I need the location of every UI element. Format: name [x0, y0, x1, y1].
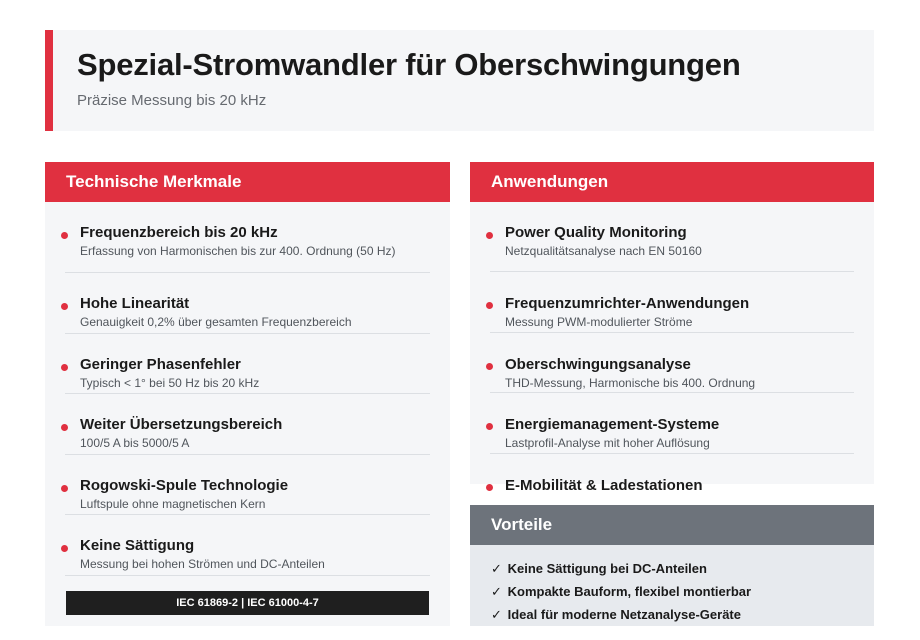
feature-item: [65, 394, 430, 455]
application-description: Netzqualitätsanalyse nach EN 50160: [505, 244, 702, 258]
checkmark-icon: ✓: [491, 584, 502, 599]
feature-description: 100/5 A bis 5000/5 A: [80, 436, 190, 450]
advantage-label: Kompakte Bauform, flexibel montierbar: [507, 584, 752, 599]
checkmark-icon: ✓: [491, 561, 502, 576]
feature-title: Geringer Phasenfehler: [80, 355, 241, 373]
standards-badge: IEC 61869-2 | IEC 61000-4-7: [66, 591, 429, 615]
application-description: Lastprofil-Analyse mit hoher Auflösung: [505, 436, 710, 450]
application-description: THD-Messung, Harmonische bis 400. Ordnung: [505, 375, 756, 390]
technical-features-panel: [45, 162, 450, 626]
advantages-heading: Vorteile: [470, 505, 874, 545]
advantage-item: [491, 557, 874, 580]
feature-description: Genauigkeit 0,2% über gesamten Frequenzbereich: [80, 315, 352, 329]
feature-item: [65, 515, 430, 576]
applications-panel: [470, 162, 874, 494]
application-title: Frequenzumrichter-Anwendungen: [505, 295, 750, 312]
bullet-icon: [61, 303, 68, 310]
bullet-icon: [486, 423, 493, 430]
page-title: Spezial-Stromwandler für Oberschwingungen: [77, 47, 741, 82]
feature-item: [65, 334, 430, 395]
application-item: [490, 393, 854, 454]
bullet-icon: [486, 363, 493, 370]
bullet-icon: [61, 545, 68, 552]
bullet-icon: [486, 302, 493, 309]
feature-title: Keine Sättigung: [80, 537, 195, 554]
advantage-label: Keine Sättigung bei DC-Anteilen: [507, 561, 707, 576]
advantage-item: [491, 603, 874, 626]
technical-features-list: [45, 202, 450, 576]
advantage-item: [491, 580, 874, 603]
applications-list: [470, 202, 874, 514]
advantages-list: [470, 545, 874, 626]
feature-item: [65, 202, 430, 273]
bullet-icon: [61, 485, 68, 492]
page-subtitle: Präzise Messung bis 20 kHz: [77, 92, 267, 109]
application-title: Energiemanagement-Systeme: [505, 416, 720, 433]
bullet-icon: [61, 364, 68, 371]
feature-description: Messung bei hohen Strömen und DC-Anteilen: [80, 557, 325, 571]
bullet-icon: [61, 232, 68, 239]
applications-heading: Anwendungen: [470, 162, 874, 202]
technical-features-heading: Technische Merkmale: [45, 162, 450, 202]
advantages-panel: [470, 505, 874, 626]
feature-title: Weiter Übersetzungsbereich: [80, 416, 283, 433]
feature-item: [65, 273, 430, 334]
feature-description: Typisch < 1° bei 50 Hz bis 20 kHz: [80, 375, 260, 390]
feature-description: Erfassung von Harmonischen bis zur 400. Ordnung (50 Hz): [80, 244, 396, 258]
application-item: [490, 333, 854, 394]
application-title: Oberschwingungsanalyse: [505, 355, 691, 373]
checkmark-icon: ✓: [491, 607, 502, 622]
feature-title: Rogowski-Spule Technologie: [80, 476, 289, 494]
feature-item: [65, 455, 430, 516]
advantage-label: Ideal für moderne Netzanalyse-Geräte: [507, 607, 741, 622]
application-title: Power Quality Monitoring: [505, 224, 687, 241]
application-item: [490, 272, 854, 333]
feature-title: Frequenzbereich bis 20 kHz: [80, 224, 278, 241]
bullet-icon: [486, 232, 493, 239]
bullet-icon: [486, 484, 493, 491]
feature-description: Luftspule ohne magnetischen Kern: [80, 496, 266, 511]
feature-title: Hohe Linearität: [80, 295, 190, 312]
bullet-icon: [61, 424, 68, 431]
application-title: E-Mobilität & Ladestationen: [505, 476, 703, 494]
page-header: [45, 30, 874, 131]
application-description: Messung PWM-modulierter Ströme: [505, 315, 693, 329]
application-item: [490, 202, 854, 272]
